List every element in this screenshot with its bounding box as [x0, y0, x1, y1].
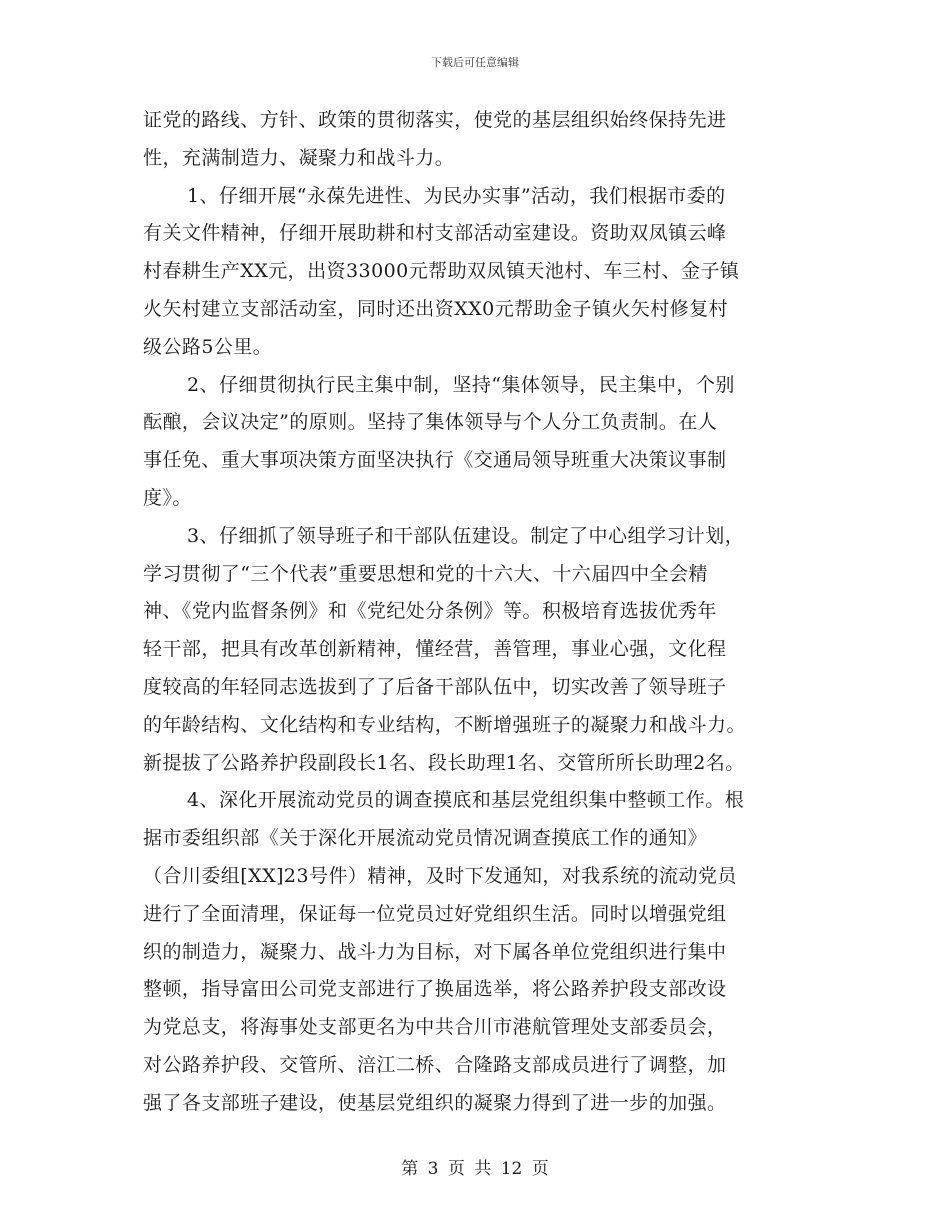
- paragraph-line: 的年龄结构、文化结构和专业结构，不断增强班子的凝聚力和战斗力。: [143, 713, 746, 736]
- document-body: [143, 102, 813, 1123]
- paragraph-line: 证党的路线、方针、政策的贯彻落实，使党的基层组织始终保持先进: [143, 109, 727, 131]
- paragraph-line: 事任免、重大事项决策方面坚决执行《交通局领导班重大决策议事制: [143, 449, 727, 472]
- paragraph-line: （合川委组[XX]23号件）精神，及时下发通知，对我系统的流动党员: [143, 864, 737, 887]
- paragraph-first-line: 1、仔细开展“永葆先进性、为民办实事”活动，我们根据市委的: [187, 184, 726, 207]
- paragraph-line: 为党总支，将海事处支部更名为中共合川市港航管理处支部委员会，: [143, 1016, 727, 1039]
- paragraph-line: 据市委组织部《关于深化开展流动党员情况调查摸底工作的通知》: [143, 827, 708, 850]
- paragraph-line: 度较高的年轻同志选拔到了了后备干部队伍中，切实改善了领导班子: [143, 675, 727, 698]
- paragraph-line: 酝酿，会议决定”的原则。坚持了集体领导与个人分工负责制。在人: [143, 411, 718, 434]
- paragraph-first-line: 3、仔细抓了领导班子和干部队伍建设。制定了中心组学习计划，: [187, 524, 745, 547]
- paragraph-line: 对公路养护段、交管所、涪江二桥、合隆路支部成员进行了调整，加: [143, 1053, 727, 1076]
- paragraph-line: 进行了全面清理，保证每一位党员过好党组织生活。同时以增强党组: [143, 902, 727, 925]
- paragraph-first-line: 4、深化开展流动党员的调查摸底和基层党组织集中整顿工作。根: [187, 789, 745, 812]
- paragraph-first-line: 2、仔细贯彻执行民主集中制，坚持“集体领导，民主集中，个别: [187, 373, 735, 396]
- paragraph-line: 强了各支部班子建设，使基层党组织的凝聚力得到了进一步的加强。: [143, 1091, 727, 1114]
- paragraph-line: 神、《党内监督条例》和《党纪处分条例》等。积极培育选拔优秀年: [143, 600, 718, 623]
- paragraph-line: 新提拔了公路养护段副段长1名、段长助理1名、交管所所长助理2名。: [143, 751, 745, 774]
- paragraph-line: 织的制造力，凝聚力、战斗力为目标，对下属各单位党组织进行集中: [143, 940, 727, 963]
- paragraph-line: 轻干部，把具有改革创新精神，懂经营，善管理，事业心强，文化程: [143, 638, 727, 661]
- paragraph-line: 整顿，指导富田公司党支部进行了换届选举，将公路养护段支部改设: [143, 978, 727, 1001]
- paragraph-line: 学习贯彻了“三个代表”重要思想和党的十六大、十六届四中全会精: [143, 562, 708, 585]
- paragraph-line: 有关文件精神，仔细开展助耕和村支部活动室建设。资助双凤镇云峰: [143, 222, 727, 245]
- paragraph-line: 级公路5公里。: [143, 335, 273, 358]
- paragraph-line: 度》。: [143, 486, 192, 509]
- paragraph-line: 村春耕生产XX元，出资33000元帮助双凤镇天池村、车三村、金子镇: [143, 260, 740, 283]
- page-number-footer: 第 3 页 共 12 页: [401, 1159, 549, 1179]
- paragraph-line: 性，充满制造力、凝聚力和战斗力。: [143, 146, 455, 169]
- header-note: 下载后可任意编辑: [431, 56, 519, 69]
- paragraph-line: 火矢村建立支部活动室，同时还出资XX0元帮助金子镇火矢村修复村: [143, 297, 729, 320]
